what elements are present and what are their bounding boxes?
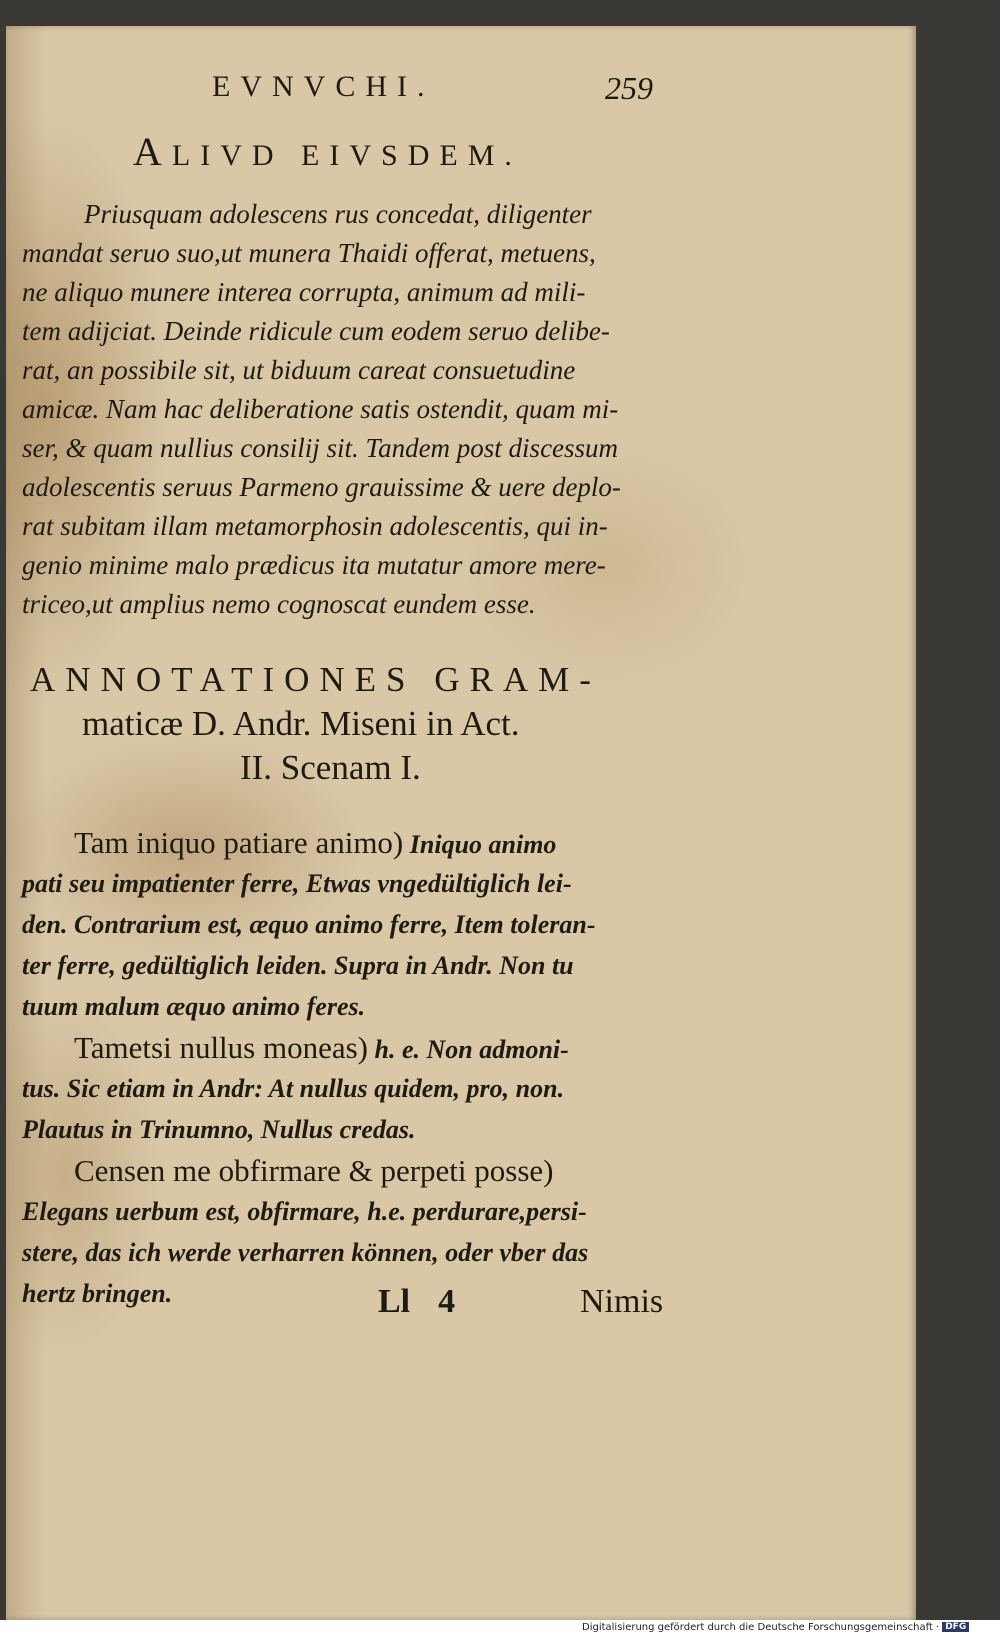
note-line (22, 1068, 692, 1109)
note-lemma: Tam iniquo patiare animo) (74, 825, 404, 860)
argument-line: triceo,ut amplius nemo cognoscat eundem esse. (22, 589, 536, 619)
note-line (22, 945, 692, 986)
signature-mark (378, 1283, 483, 1321)
note-comment: stere, das ich werde verharren können, oder vber das (22, 1238, 589, 1267)
running-title: EVNVCHI. (212, 70, 435, 103)
note-comment: tuum malum æquo animo feres. (22, 992, 366, 1021)
note-line (22, 863, 692, 904)
note-line (22, 1027, 692, 1068)
note-comment: tus. Sic etiam in Andr: At nullus quidem, pro, non. (22, 1074, 565, 1103)
note-comment: hertz bringen. (22, 1279, 173, 1308)
argument-heading-rest: LIVD EIVSDEM. (171, 139, 522, 172)
signature-letters: Ll (378, 1283, 411, 1320)
note-comment: ter ferre, gedültiglich leiden. Supra in Andr. Non tu (22, 951, 574, 980)
argument-line: amicæ. Nam hac deliberatione satis ostendit, quam mi- (22, 394, 619, 424)
annotations-heading-line: II. Scenam I. (240, 748, 421, 787)
argument-line: ser, & quam nullius consilij sit. Tandem post discessum (22, 433, 619, 463)
argument-line: Priusquam adolescens rus concedat, diligenter (84, 199, 592, 229)
note-line (22, 904, 692, 945)
note-comment: h. e. Non admoni- (368, 1035, 569, 1064)
note-lemma: Censen me obfirmare & perpeti posse) (74, 1153, 554, 1188)
argument-heading (133, 128, 522, 175)
argument-line: tem adijciat. Deinde ridicule cum eodem seruo delibe- (22, 316, 610, 346)
note-comment: den. Contrarium est, æquo animo ferre, Item toleran- (22, 910, 596, 939)
note-comment: Plautus in Trinumno, Nullus credas. (22, 1115, 416, 1144)
catchword: Nimis (580, 1283, 664, 1320)
note-comment: pati seu impatienter ferre, Etwas vngedültiglich lei- (22, 869, 572, 898)
dfg-logo: DFG (942, 1622, 969, 1632)
argument-line: rat, an possibile sit, ut biduum careat consuetudine (22, 355, 576, 385)
argument-line: adolescentis seruus Parmeno grauissime & uere deplo- (22, 472, 621, 502)
note-comment: Iniquo animo (403, 830, 557, 859)
note-lemma: Tametsi nullus moneas) (74, 1030, 369, 1065)
annotations-heading (30, 658, 680, 790)
note-line (22, 1109, 692, 1150)
argument-heading-initial: A (133, 129, 172, 174)
page-number: 259 (605, 70, 653, 106)
argument-line: genio minime malo prædicus ita mutatur amore mere- (22, 550, 606, 580)
note-line (22, 1191, 692, 1232)
note-line (22, 822, 692, 863)
signature-number: 4 (438, 1283, 456, 1320)
argument-line: mandat seruo suo,ut munera Thaidi offerat, metuens, (22, 238, 596, 268)
note-line (22, 1232, 692, 1273)
digitization-credit (582, 1622, 969, 1633)
argument-paragraph (22, 195, 682, 624)
credit-text: Digitalisierung gefördert durch die Deutsche Forschungsgemeinschaft · (582, 1622, 940, 1633)
argument-line: rat subitam illam metamorphosin adolescentis, qui in- (22, 511, 608, 541)
note-line (22, 986, 692, 1027)
argument-line: ne aliquo munere interea corrupta, animum ad mili- (22, 277, 586, 307)
annotation-notes (22, 822, 692, 1314)
annotations-heading-line: maticæ D. Andr. Miseni in Act. (82, 704, 520, 743)
annotations-heading-line: ANNOTATIONES GRAM- (30, 660, 601, 699)
note-line (22, 1150, 692, 1191)
note-comment: Elegans uerbum est, obfirmare, h.e. perdurare,persi- (22, 1197, 587, 1226)
